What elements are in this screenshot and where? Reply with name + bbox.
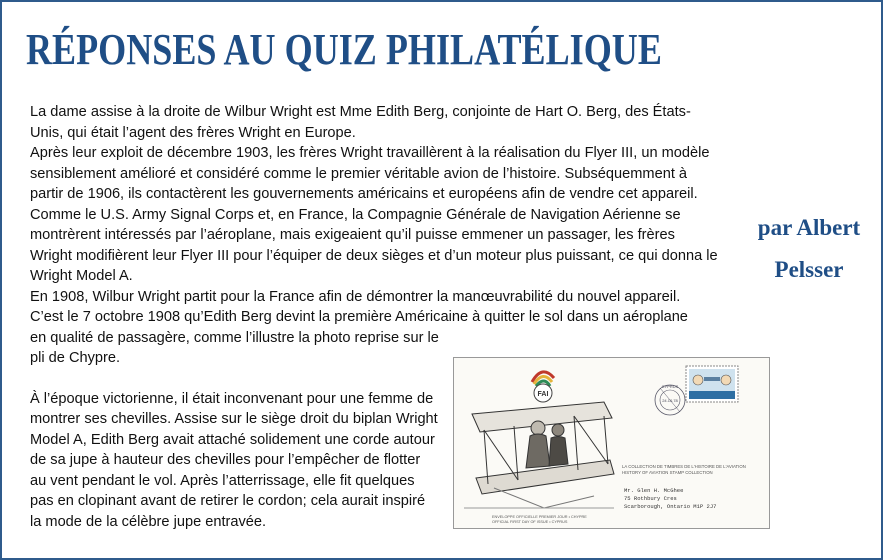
paragraph-1: La dame assise à la droite de Wilbur Wright est Mme Edith Berg, conjointe de Hart O. Berg, des États-Unis, qui était l’agent des frères Wright en Europe. bbox=[30, 104, 691, 141]
address-line-3: Scarborough, Ontario M1P 2J7 bbox=[624, 503, 717, 510]
cover-illustration bbox=[454, 358, 769, 528]
paragraph-5a: C’est le 7 octobre 1908 qu’Edith Berg devint la première Américaine à quitter le sol dans un aéroplane bbox=[30, 309, 688, 325]
paragraph-4: En 1908, Wilbur Wright partit pour la France afin de démontrer la manœuvrabilité du nouvel appareil. bbox=[30, 288, 681, 305]
address-line-2: 75 Rothbury Cres bbox=[624, 495, 677, 502]
author-line-1: par Albert bbox=[757, 215, 861, 240]
paragraph-3: Comme le U.S. Army Signal Corps et, en France, la Compagnie Générale de Navigation Aérienne se montrèrent intéressés par l’aéroplane, mais exigeaient qu’il puisse emmener un passager, les frères Wright modifièrent leur Flyer III pour l’équiper de deux sièges et d’un moteur plus puissant, ce qui donna le Wright Model A. bbox=[30, 206, 718, 284]
paragraph-2: Après leur exploit de décembre 1903, les frères Wright travaillèrent à la réalisation du Flyer III, un modèle sensiblement amélioré et considéré comme le premier véritable avion de l’histoire. Subséquemment à partir de 1906, ils contactèrent les gouvernements américains et européens afin de vendre cet appareil. bbox=[30, 145, 710, 202]
postage-stamp bbox=[686, 366, 738, 402]
postmark-date-label: 24.10.78 bbox=[662, 398, 678, 403]
postmark bbox=[655, 384, 685, 415]
biplane-engraving bbox=[464, 402, 614, 508]
fai-emblem-label: FAI bbox=[537, 391, 549, 398]
paragraph-6: À l’époque victorienne, il était inconvenant pour une femme de montrer ses chevilles. Assise sur le siège droit du biplan Wright Model A, Edith Berg avait attaché solidement une corde autour de sa jupe à hauteur des chevilles pour l’empêcher de flotter au vent pendant le vol. Après l’atterrissage, elle fit quelques pas en clopinant avant de retirer le cordon; cela aurait inspiré la mode de la célèbre jupe entravée. bbox=[30, 390, 438, 530]
author-byline bbox=[744, 207, 874, 291]
address-line-1: Mr. Glen H. McGhee bbox=[624, 487, 684, 494]
page-title: RÉPONSES AU QUIZ PHILATÉLIQUE bbox=[26, 25, 662, 74]
fai-emblem bbox=[532, 372, 554, 402]
cover-caption-fr: ENVELOPPE OFFICIELLE PREMIER JOUR • CHYPRE bbox=[492, 515, 587, 519]
series-label-fr: LA COLLECTION DE TIMBRES DE L'HISTOIRE DE L'AVIATION bbox=[622, 464, 746, 469]
paragraph-5b: en qualité de passagère, comme l’illustre la photo reprise sur le pli de Chypre. bbox=[30, 329, 439, 366]
series-label-en: HISTORY OF AVIATION STAMP COLLECTION bbox=[622, 470, 713, 475]
author-line-2: Pelsser bbox=[774, 257, 844, 282]
cyprus-cover-photo bbox=[453, 357, 770, 529]
postmark-top-label: CYPRUS bbox=[661, 384, 679, 389]
cover-caption-en: OFFICIAL FIRST DAY OF ISSUE • CYPRUS bbox=[492, 520, 568, 524]
